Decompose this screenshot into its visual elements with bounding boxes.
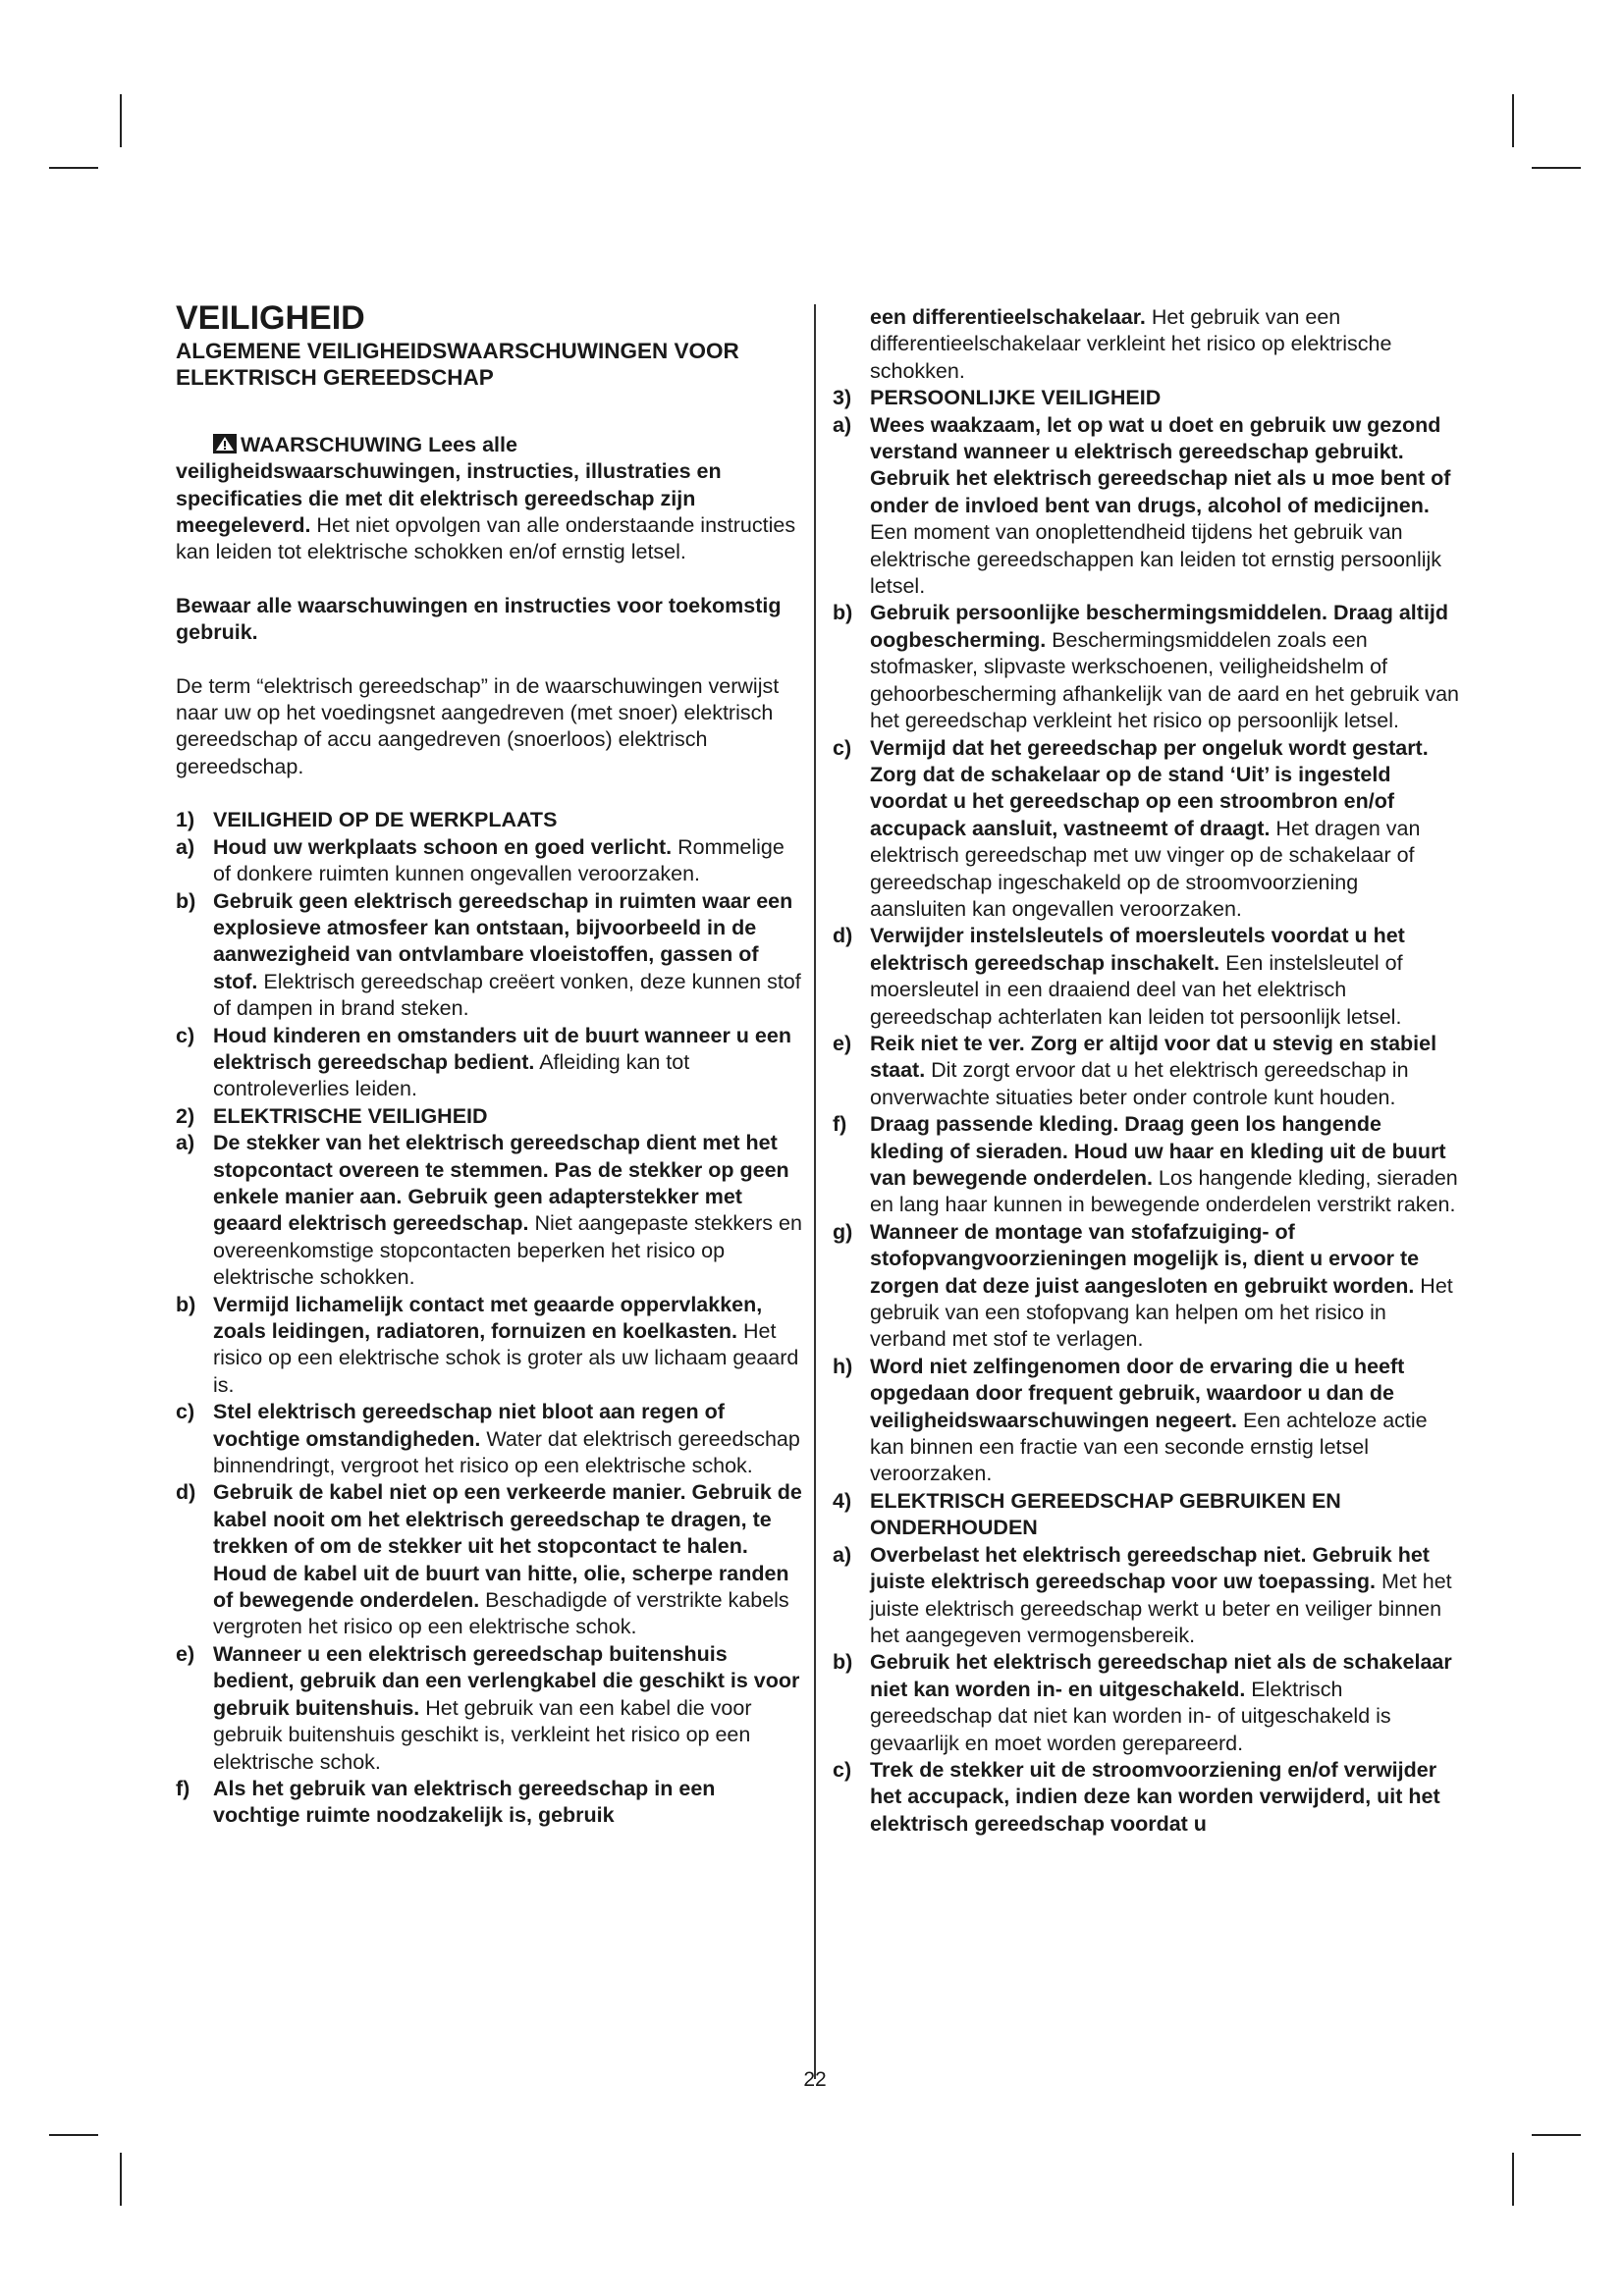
section-heading: 2) ELEKTRISCHE VEILIGHEID bbox=[176, 1103, 488, 1128]
list-item: g) Wanneer de montage van stofafzuiging- of stofopvangvoorzieningen mogelijk is, dient u ervoor te zorgen dat deze juist aangesloten en gebruikt worden. Het gebruik van een stofopvang kan helpen om het risico in verband met stof te verlagen. bbox=[833, 1219, 1453, 1352]
list-item: b) Vermijd lichamelijk contact met geaarde oppervlakken, zoals leidingen, radiatoren, fornuizen en koelkasten. Het risico op een elektrische schok is groter als uw lichaam geaard is. bbox=[176, 1292, 799, 1397]
warning-lead: WAARSCHUWING Lees alle bbox=[241, 432, 517, 456]
crop-mark bbox=[49, 167, 98, 169]
crop-mark bbox=[120, 94, 122, 147]
list-item: h) Word niet zelfingenomen door de ervaring die u heeft opgedaan door frequent gebruik, waardoor u dan de veiligheidswaarschuwingen negeert. Een achteloze actie kan binnen een fractie van een seconde ernstig letsel veroorzaken. bbox=[833, 1354, 1428, 1486]
list-item: d) Gebruik de kabel niet op een verkeerde manier. Gebruik de kabel nooit om het elektrisch gereedschap te dragen, te trekken of om de stekker uit het stopcontact te halen. Houd de kabel uit de buurt van hitte, olie, scherpe randen of bewegende onderdelen. Beschadigde of verstrikte kabels vergroten het risico op een elektrische schok. bbox=[176, 1480, 802, 1639]
list-item: a) Houd uw werkplaats schoon en goed verlicht. Rommelige of donkere ruimten kunnen ongevallen veroorzaken. bbox=[176, 834, 785, 886]
crop-mark bbox=[1512, 2153, 1514, 2206]
section-heading: 4) ELEKTRISCH GEREEDSCHAP GEBRUIKEN EN ONDERHOUDEN bbox=[833, 1488, 1341, 1540]
warning-paragraph bbox=[176, 432, 802, 458]
list-item: c) Trek de stekker uit de stroomvoorziening en/of verwijder het accupack, indien deze kan worden verwijderd, uit het elektrisch gereedschap voordat u bbox=[833, 1757, 1440, 1836]
list-item: c) Vermijd dat het gereedschap per ongeluk wordt gestart. Zorg dat de schakelaar op de stand ‘Uit’ is ingesteld voordat u het gereedschap op een stroombron en/of accupack aansluit, vastneemt of draagt. Het dragen van elektrisch gereedschap met uw vinger op de schakelaar of gereedschap ingeschakeld op de stroomvoorziening aansluiten kan ongevallen veroorzaken. bbox=[833, 735, 1429, 921]
list-item: e) Wanneer u een elektrisch gereedschap buitenshuis bedient, gebruik dan een verlengkabel die geschikt is voor gebruik buitenshuis. Het gebruik van een kabel die voor gebruik buitenshuis geschikt is, verkleint het risico op een elektrische schok. bbox=[176, 1641, 800, 1774]
crop-mark bbox=[1532, 2134, 1581, 2136]
list-item: f) Als het gebruik van elektrisch gereedschap in een vochtige ruimte noodzakelijk is, gebruik bbox=[176, 1776, 716, 1828]
right-column bbox=[833, 304, 1459, 1838]
list-item: b) Gebruik geen elektrisch gereedschap in ruimten waar een explosieve atmosfeer kan ontstaan, bijvoorbeeld in de aanwezigheid van ontvlambare vloeistoffen, gassen of stof. Elektrisch gereedschap creëert vonken, deze kunnen stof of dampen in brand steken. bbox=[176, 888, 801, 1021]
crop-mark bbox=[1512, 94, 1514, 147]
list-item: e) Reik niet te ver. Zorg er altijd voor dat u stevig en stabiel staat. Dit zorgt ervoor dat u het elektrisch gereedschap in onverwachte situaties beter onder controle kunt houden. bbox=[833, 1031, 1437, 1109]
list-item: f) Draag passende kleding. Draag geen los hangende kleding of sieraden. Houd uw haar en kleding uit de buurt van bewegende onderdelen. Los hangende kleding, sieraden en lang haar kunnen in bewegende onderdelen verstrikt raken. bbox=[833, 1112, 1458, 1217]
list-item-continued: een differentieelschakelaar. Het gebruik van een differentieelschakelaar verkleint het risico op elektrische schokken. bbox=[870, 305, 1392, 383]
crop-mark bbox=[1532, 167, 1581, 169]
list-item: c) Houd kinderen en omstanders uit de buurt wanneer u een elektrisch gereedschap bedient. Afleiding kan tot controleverlies leiden. bbox=[176, 1023, 791, 1101]
list-item: b) Gebruik persoonlijke beschermingsmiddelen. Draag altijd oogbescherming. Beschermingsmiddelen zoals een stofmasker, slipvaste werkschoenen, veiligheidshelm of gehoorbescherming afhankelijk van de aard en het gebruik van het gereedschap verkleint het risico op persoonlijk letsel. bbox=[833, 601, 1460, 733]
keep-instructions: Bewaar alle waarschuwingen en instructies voor toekomstig gebruik. bbox=[176, 593, 782, 645]
split-item-start: Als het gebruik van elektrisch gereedschap in een vochtige ruimte noodzakelijk is, gebruik bbox=[213, 1776, 716, 1828]
list-item: b) Gebruik het elektrisch gereedschap niet als de schakelaar niet kan worden in- en uitgeschakeld. Elektrisch gereedschap dat niet kan worden in- of uitgeschakeld is gevaarlijk en moet worden gerepareerd. bbox=[833, 1650, 1452, 1755]
section-heading: 1) VEILIGHEID OP DE WERKPLAATS bbox=[176, 808, 558, 832]
section-heading: 3) PERSOONLIJKE VEILIGHEID bbox=[833, 386, 1162, 410]
warning-icon bbox=[213, 434, 237, 454]
crop-mark bbox=[49, 2134, 98, 2136]
list-item: c) Stel elektrisch gereedschap niet bloot aan regen of vochtige omstandigheden. Water dat elektrisch gereedschap binnendringt, vergroot het risico op een elektrische schok. bbox=[176, 1400, 800, 1478]
list-item: a) Overbelast het elektrisch gereedschap niet. Gebruik het juiste elektrisch gereedschap voor uw toepassing. Met het juiste elektrisch gereedschap werkt u beter en veiliger binnen het aangegeven vermogensbereik. bbox=[833, 1542, 1452, 1647]
term-definition: De term “elektrisch gereedschap” in de waarschuwingen verwijst naar uw op het voedingsnet aangedreven (met snoer) elektrisch gereedschap of accu aangedreven (snoerloos) elektrisch gereedschap. bbox=[176, 673, 780, 778]
left-column bbox=[176, 298, 802, 1830]
list-item: a) De stekker van het elektrisch gereedschap dient met het stopcontact overeen te stemmen. Pas de stekker op geen enkele manier aan. Gebruik geen adapterstekker met geaard elektrisch gereedschap. Niet aangepaste stekkers en overeenkomstige stopcontacten beperken het risico op elektrische schokken. bbox=[176, 1131, 802, 1290]
warning-body: veiligheidswaarschuwingen, instructies, illustraties en specificaties die met dit elektrisch gereedschap zijn meegeleverd. Het niet opvolgen van alle onderstaande instructies kan leiden tot elektrische schokken en/of ernstig letsel. bbox=[176, 459, 796, 564]
column-divider bbox=[814, 304, 816, 2079]
list-item: a) Wees waakzaam, let op wat u doet en gebruik uw gezond verstand wanneer u elektrisch gereedschap gebruikt. Gebruik het elektrisch gereedschap niet als u moe bent of onder de invloed bent van drugs, alcohol of medicijnen. Een moment van onoplettendheid tijdens het gebruik van elektrische gereedschappen kan leiden tot ernstig persoonlijk letsel. bbox=[833, 412, 1451, 599]
page-title: VEILIGHEID bbox=[176, 299, 365, 337]
section-subtitle: ALGEMENE VEILIGHEIDSWAARSCHUWINGEN VOOR ELEKTRISCH GEREEDSCHAP bbox=[176, 339, 739, 391]
list-item: d) Verwijder instelsleutels of moersleutels voordat u het elektrisch gereedschap inschakelt. Een instelsleutel of moersleutel in een draaiend deel van het elektrisch gereedschap achterlaten kan leiden tot persoonlijk letsel. bbox=[833, 924, 1405, 1029]
page-number: 22 bbox=[803, 2068, 827, 2091]
crop-mark bbox=[120, 2153, 122, 2206]
